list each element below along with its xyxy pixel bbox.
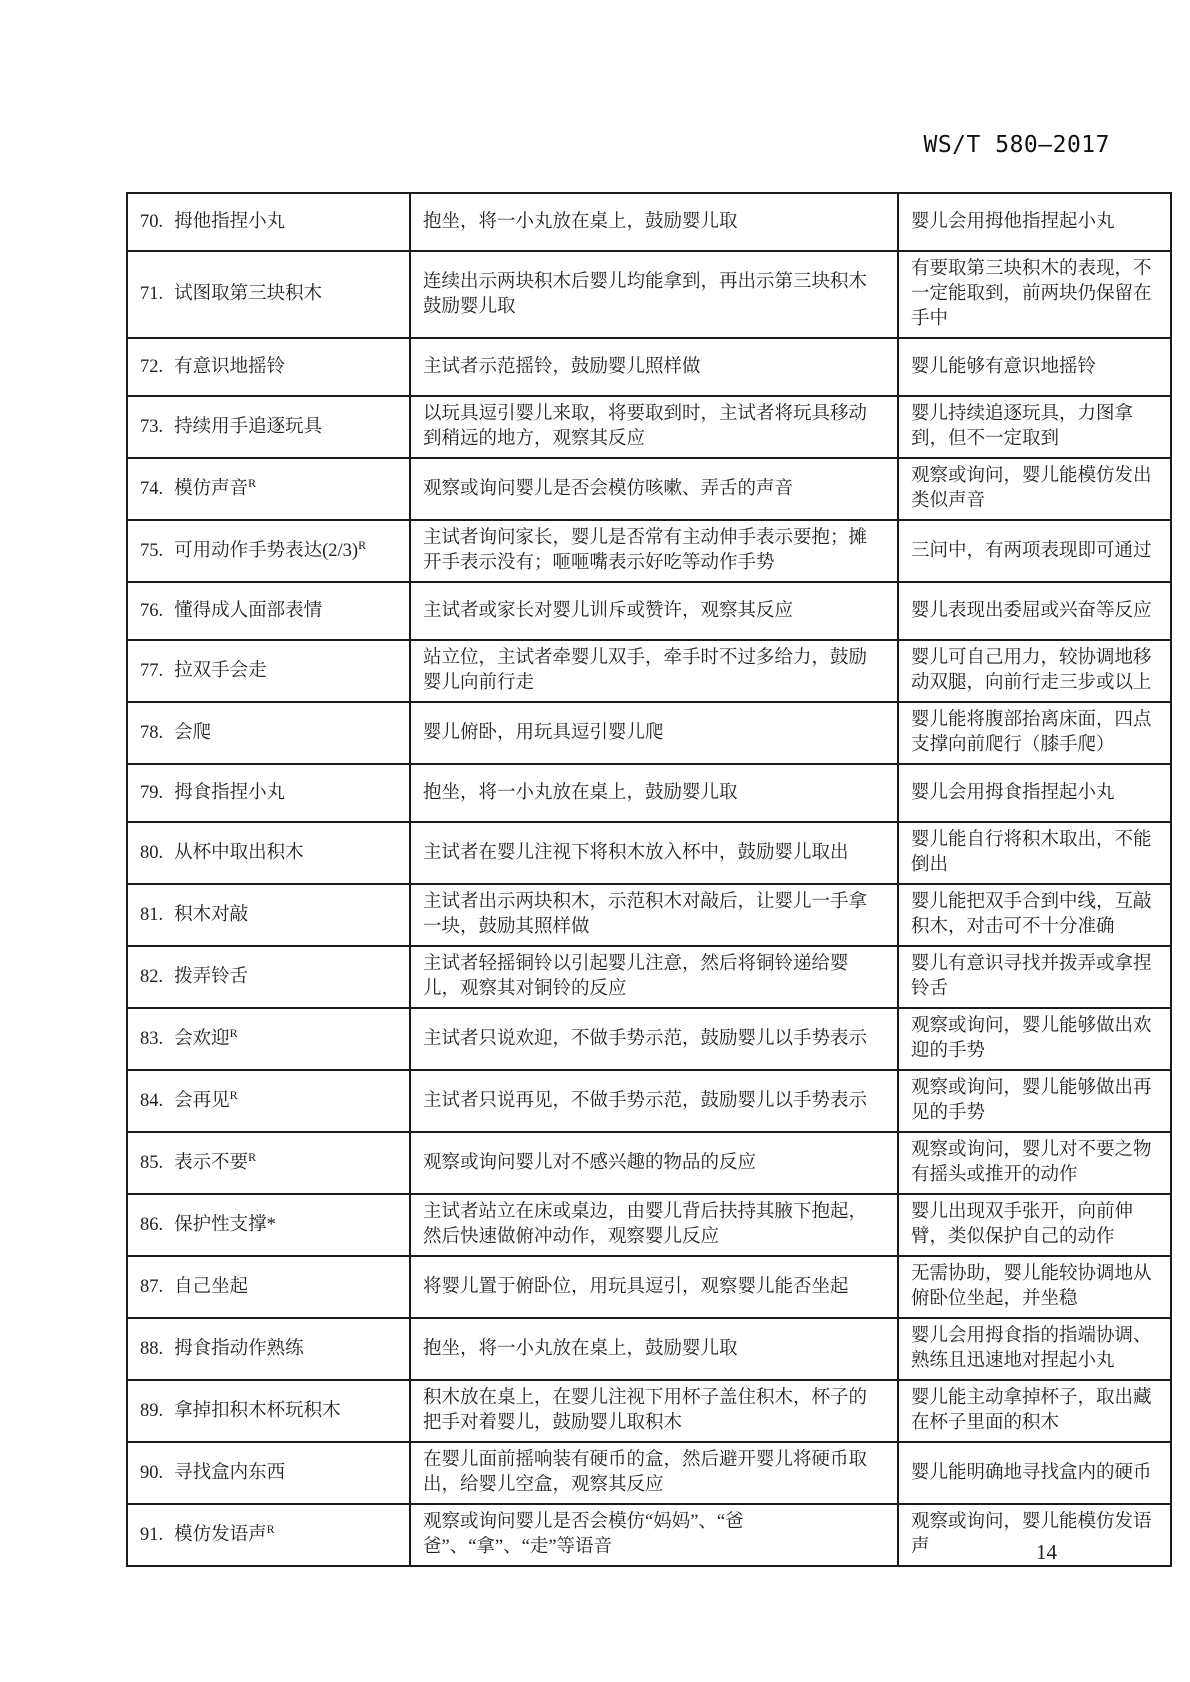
item-method-cell: 婴儿俯卧，用玩具逗引婴儿爬: [410, 702, 898, 764]
item-name: 拿掉扣积木杯玩积木: [174, 1400, 341, 1421]
table-row: [127, 1194, 1171, 1256]
table-row: [127, 458, 1171, 520]
table-row: [127, 582, 1171, 640]
item-name: 会欢迎: [174, 1028, 230, 1049]
item-name: 试图取第三块积木: [174, 284, 323, 304]
item-method-cell: 主试者出示两块积木，示范积木对敲后，让婴儿一手拿一块，鼓励其照样做: [410, 884, 898, 946]
item-name: 保护性支撑*: [174, 1214, 276, 1235]
item-name: 有意识地摇铃: [174, 356, 286, 377]
item-pass-criteria-cell: 观察或询问，婴儿能够做出再见的手势: [898, 1070, 1171, 1132]
item-pass-criteria-cell: 婴儿能将腹部抬离床面，四点支撑向前爬行（膝手爬）: [898, 702, 1171, 764]
item-number: 77.: [140, 660, 164, 681]
item-name: 会再见: [174, 1090, 230, 1111]
item-name-cell: [127, 458, 410, 520]
item-name: 模仿声音: [174, 478, 249, 499]
item-method-cell: 观察或询问婴儿对不感兴趣的物品的反应: [410, 1132, 898, 1194]
table-row: [127, 702, 1171, 764]
item-number: 86.: [140, 1214, 164, 1235]
item-method-cell: 在婴儿面前摇响装有硬币的盒，然后避开婴儿将硬币取出，给婴儿空盒，观察其反应: [410, 1442, 898, 1504]
item-number: 76.: [140, 600, 164, 621]
table-row: [127, 884, 1171, 946]
item-pass-criteria-cell: 观察或询问，婴儿能够做出欢迎的手势: [898, 1008, 1171, 1070]
table-row: [127, 1318, 1171, 1380]
item-name-cell: [127, 702, 410, 764]
item-name-cell: [127, 946, 410, 1008]
item-name-cell: [127, 884, 410, 946]
assessment-table-body: [127, 193, 1171, 1566]
document-code: WS/T 580—2017: [923, 132, 1110, 158]
item-name-cell: [127, 1380, 410, 1442]
item-number: 91.: [140, 1524, 164, 1545]
item-number: 89.: [140, 1400, 164, 1421]
item-name-cell: [127, 822, 410, 884]
item-method-cell: 抱坐，将一小丸放在桌上，鼓励婴儿取: [410, 193, 898, 251]
item-name: 积木对敲: [174, 904, 249, 925]
item-method-cell: 主试者站立在床或桌边，由婴儿背后扶持其腋下抱起，然后快速做俯冲动作，观察婴儿反应: [410, 1194, 898, 1256]
item-method-cell: 抱坐，将一小丸放在桌上，鼓励婴儿取: [410, 764, 898, 822]
item-name: 拇他指捏小丸: [174, 211, 286, 232]
item-r-superscript: R: [248, 475, 257, 490]
item-name-cell: [127, 1070, 410, 1132]
table-row: [127, 396, 1171, 458]
item-r-superscript: R: [358, 537, 367, 552]
item-pass-criteria-cell: 婴儿能主动拿掉杯子，取出藏在杯子里面的积木: [898, 1380, 1171, 1442]
item-name-cell: [127, 520, 410, 582]
item-name-cell: [127, 1442, 410, 1504]
table-row: [127, 1070, 1171, 1132]
table-row: [127, 1380, 1171, 1442]
item-number: 85.: [140, 1152, 164, 1173]
item-number: 88.: [140, 1338, 164, 1359]
item-name-cell: [127, 582, 410, 640]
table-row: [127, 1132, 1171, 1194]
item-number: 87.: [140, 1276, 164, 1297]
item-name: 模仿发语声: [174, 1524, 267, 1545]
item-name-cell: [127, 396, 410, 458]
item-pass-criteria-cell: 婴儿出现双手张开，向前伸臂，类似保护自己的动作: [898, 1194, 1171, 1256]
item-number: 75.: [140, 540, 164, 561]
item-number: 78.: [140, 722, 164, 743]
item-name-cell: [127, 338, 410, 396]
item-method-cell: 主试者示范摇铃，鼓励婴儿照样做: [410, 338, 898, 396]
item-method-cell: 主试者询问家长，婴儿是否常有主动伸手表示要抱；摊开手表示没有；咂咂嘴表示好吃等动作手势: [410, 520, 898, 582]
page-number: 14: [1036, 1540, 1057, 1564]
item-number: 74.: [140, 478, 164, 499]
item-method-cell: 站立位，主试者牵婴儿双手，牵手时不过多给力，鼓励婴儿向前行走: [410, 640, 898, 702]
item-name-cell: [127, 1318, 410, 1380]
item-name: 寻找盒内东西: [174, 1462, 286, 1483]
item-name: 拉双手会走: [174, 660, 267, 681]
item-number: 81.: [140, 904, 164, 925]
item-method-cell: 抱坐，将一小丸放在桌上，鼓励婴儿取: [410, 1318, 898, 1380]
item-method-cell: 主试者或家长对婴儿训斥或赞许，观察其反应: [410, 582, 898, 640]
item-number: 70.: [140, 211, 164, 232]
item-r-superscript: R: [229, 1025, 238, 1040]
item-number: 72.: [140, 356, 164, 377]
item-name-cell: [127, 1132, 410, 1194]
item-name: 懂得成人面部表情: [174, 600, 323, 621]
item-pass-criteria-cell: 观察或询问，婴儿能模仿发语声: [898, 1504, 1171, 1566]
item-number: 90.: [140, 1462, 164, 1483]
item-pass-criteria-cell: 婴儿能自行将积木取出，不能倒出: [898, 822, 1171, 884]
table-row: [127, 338, 1171, 396]
item-name: 会爬: [174, 722, 212, 743]
item-pass-criteria-cell: 三问中，有两项表现即可通过: [898, 520, 1171, 582]
item-number: 73.: [140, 416, 164, 437]
item-name: 拇食指动作熟练: [174, 1338, 304, 1359]
item-name: 拨弄铃舌: [174, 966, 249, 987]
item-pass-criteria-cell: 无需协助，婴儿能较协调地从俯卧位坐起，并坐稳: [898, 1256, 1171, 1318]
item-name: 持续用手追逐玩具: [174, 416, 323, 437]
item-number: 82.: [140, 966, 164, 987]
item-method-cell: 将婴儿置于俯卧位，用玩具逗引，观察婴儿能否坐起: [410, 1256, 898, 1318]
item-pass-criteria-cell: 婴儿有意识寻找并拨弄或拿捏铃舌: [898, 946, 1171, 1008]
item-pass-criteria-cell: 有要取第三块积木的表现，不一定能取到，前两块仍保留在手中: [898, 251, 1171, 338]
item-r-superscript: R: [248, 1149, 257, 1164]
item-pass-criteria-cell: 婴儿表现出委屈或兴奋等反应: [898, 582, 1171, 640]
item-pass-criteria-cell: 婴儿可自己用力，较协调地移动双腿，向前行走三步或以上: [898, 640, 1171, 702]
item-pass-criteria-cell: 婴儿会用拇他指捏起小丸: [898, 193, 1171, 251]
item-method-cell: 以玩具逗引婴儿来取，将要取到时，主试者将玩具移动到稍远的地方，观察其反应: [410, 396, 898, 458]
assessment-items-table: [126, 192, 1172, 1567]
table-row: [127, 946, 1171, 1008]
item-name-cell: [127, 1194, 410, 1256]
table-row: [127, 193, 1171, 251]
table-row: [127, 640, 1171, 702]
item-pass-criteria-cell: 婴儿能明确地寻找盒内的硬币: [898, 1442, 1171, 1504]
table-row: [127, 1504, 1171, 1566]
item-pass-criteria-cell: 婴儿会用拇食指捏起小丸: [898, 764, 1171, 822]
item-method-cell: 主试者轻摇铜铃以引起婴儿注意，然后将铜铃递给婴儿，观察其对铜铃的反应: [410, 946, 898, 1008]
item-method-cell: 观察或询问婴儿是否会模仿“妈妈”、“爸爸”、“拿”、“走”等语音: [410, 1504, 898, 1566]
item-pass-criteria-cell: 观察或询问，婴儿能模仿发出类似声音: [898, 458, 1171, 520]
item-method-cell: 积木放在桌上，在婴儿注视下用杯子盖住积木，杯子的把手对着婴儿，鼓励婴儿取积木: [410, 1380, 898, 1442]
item-method-cell: 观察或询问婴儿是否会模仿咳嗽、弄舌的声音: [410, 458, 898, 520]
item-name: 可用动作手势表达(2/3): [174, 540, 359, 561]
item-name-cell: [127, 764, 410, 822]
item-name-cell: [127, 251, 410, 338]
table-row: [127, 764, 1171, 822]
table-row: [127, 1008, 1171, 1070]
item-name-cell: [127, 1008, 410, 1070]
item-number: 71.: [140, 284, 164, 304]
item-number: 84.: [140, 1090, 164, 1111]
table-row: [127, 520, 1171, 582]
item-r-superscript: R: [229, 1087, 238, 1102]
item-method-cell: 主试者在婴儿注视下将积木放入杯中，鼓励婴儿取出: [410, 822, 898, 884]
item-number: 83.: [140, 1028, 164, 1049]
item-pass-criteria-cell: 婴儿能把双手合到中线，互敲积木，对击可不十分准确: [898, 884, 1171, 946]
item-pass-criteria-cell: 婴儿持续追逐玩具，力图拿到，但不一定取到: [898, 396, 1171, 458]
item-name: 拇食指捏小丸: [174, 782, 286, 803]
item-name-cell: [127, 640, 410, 702]
item-r-superscript: R: [266, 1521, 275, 1536]
item-name: 表示不要: [174, 1152, 249, 1173]
item-pass-criteria-cell: 婴儿能够有意识地摇铃: [898, 338, 1171, 396]
item-name-cell: [127, 1504, 410, 1566]
table-row: [127, 251, 1171, 338]
table-row: [127, 1256, 1171, 1318]
item-name: 自己坐起: [174, 1276, 249, 1297]
item-number: 80.: [140, 842, 164, 863]
item-name-cell: [127, 1256, 410, 1318]
item-pass-criteria-cell: 婴儿会用拇食指的指端协调、熟练且迅速地对捏起小丸: [898, 1318, 1171, 1380]
item-method-cell: 主试者只说欢迎，不做手势示范，鼓励婴儿以手势表示: [410, 1008, 898, 1070]
item-number: 79.: [140, 782, 164, 803]
item-name-cell: [127, 193, 410, 251]
item-name: 从杯中取出积木: [174, 842, 304, 863]
item-method-cell: 主试者只说再见，不做手势示范，鼓励婴儿以手势表示: [410, 1070, 898, 1132]
table-row: [127, 822, 1171, 884]
item-method-cell: 连续出示两块积木后婴儿均能拿到，再出示第三块积木鼓励婴儿取: [410, 251, 898, 338]
table-row: [127, 1442, 1171, 1504]
item-pass-criteria-cell: 观察或询问，婴儿对不要之物有摇头或推开的动作: [898, 1132, 1171, 1194]
